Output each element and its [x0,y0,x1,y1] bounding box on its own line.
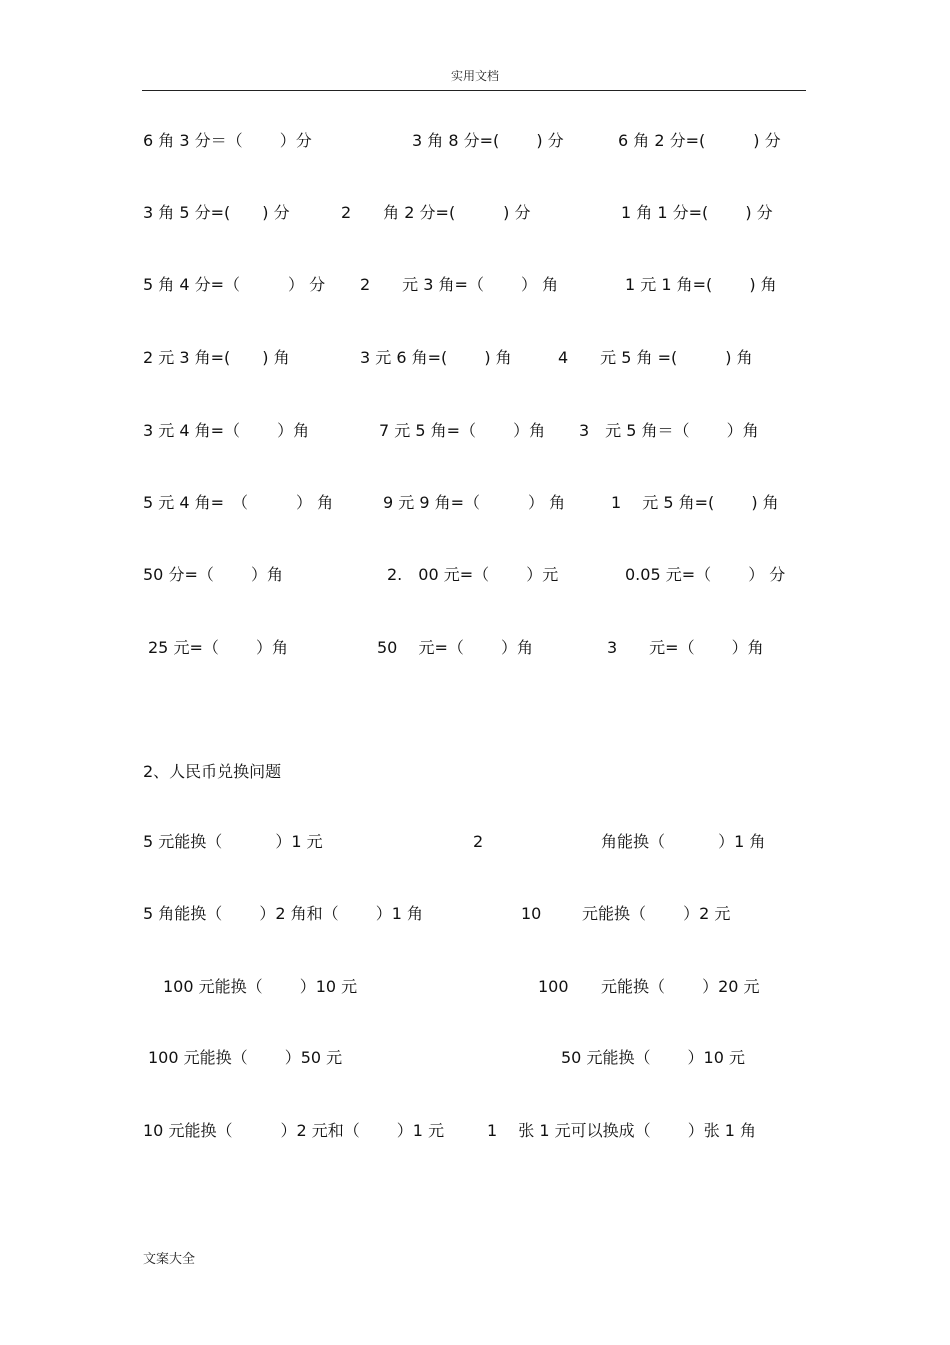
exchange-2-1: 5 角能换（ ）2 角和（ ）1 角 [143,904,423,923]
problem-1-3: 6 角 2 分=( ) 分 [618,131,781,150]
problem-2-2: 2 角 2 分=( ) 分 [341,203,531,222]
exchange-5-2: 1 张 1 元可以换成（ ）张 1 角 [487,1121,757,1140]
exchange-1-3: 角能换（ ）1 角 [601,832,766,851]
problem-2-1: 3 角 5 分=( ) 分 [143,203,290,222]
page-header: 实用文档 [450,69,499,83]
problem-4-3: 4 元 5 角 =( ) 角 [558,348,753,367]
exchange-5-1: 10 元能换（ ）2 元和（ ）1 元 [143,1121,445,1140]
problem-5-2: 7 元 5 角=（ ）角 [379,421,546,440]
problem-6-2: 9 元 9 角=（ ） 角 [383,493,566,512]
page-footer: 文案大全 [143,1252,196,1267]
problem-4-2: 3 元 6 角=( ) 角 [360,348,512,367]
problem-5-1: 3 元 4 角=（ ）角 [143,421,310,440]
exchange-4-1: 100 元能换（ ）50 元 [148,1048,343,1067]
exchange-3-1: 100 元能换（ ）10 元 [163,977,358,996]
problem-3-3: 1 元 1 角=( ) 角 [625,275,777,294]
problem-3-2: 2 元 3 角=（ ） 角 [360,275,559,294]
problem-6-3: 1 元 5 角=( ) 角 [611,493,779,512]
exchange-3-2: 100 [538,977,569,996]
problem-2-3: 1 角 1 分=( ) 分 [621,203,773,222]
problem-7-2: 2. 00 元=（ ）元 [387,565,559,584]
problem-1-2: 3 角 8 分=( ) 分 [412,131,564,150]
problem-3-1: 5 角 4 分=（ ） 分 [143,275,326,294]
header-rule [142,90,806,91]
exchange-1-2: 2 [473,832,484,851]
problem-7-1: 50 分=（ ）角 [143,565,283,584]
problem-6-1: 5 元 4 角= （ ） 角 [143,493,334,512]
problem-8-1: 25 元=（ ）角 [148,638,288,657]
problem-5-3: 3 元 5 角＝（ ）角 [579,421,759,440]
problem-8-2: 50 元=（ ）角 [377,638,533,657]
problem-1-1: 6 角 3 分＝（ ）分 [143,131,312,150]
exchange-1-1: 5 元能换（ ）1 元 [143,832,323,851]
exchange-3-3: 元能换（ ）20 元 [601,977,760,996]
exchange-2-2: 10 [521,904,542,923]
exchange-4-2: 50 元能换（ ）10 元 [561,1048,745,1067]
exchange-2-3: 元能换（ ）2 元 [582,904,731,923]
problem-8-3: 3 元=（ ）角 [607,638,764,657]
problem-7-3: 0.05 元=（ ） 分 [625,565,786,584]
section-title: 2、人民币兑换问题 [143,762,282,781]
problem-4-1: 2 元 3 角=( ) 角 [143,348,290,367]
